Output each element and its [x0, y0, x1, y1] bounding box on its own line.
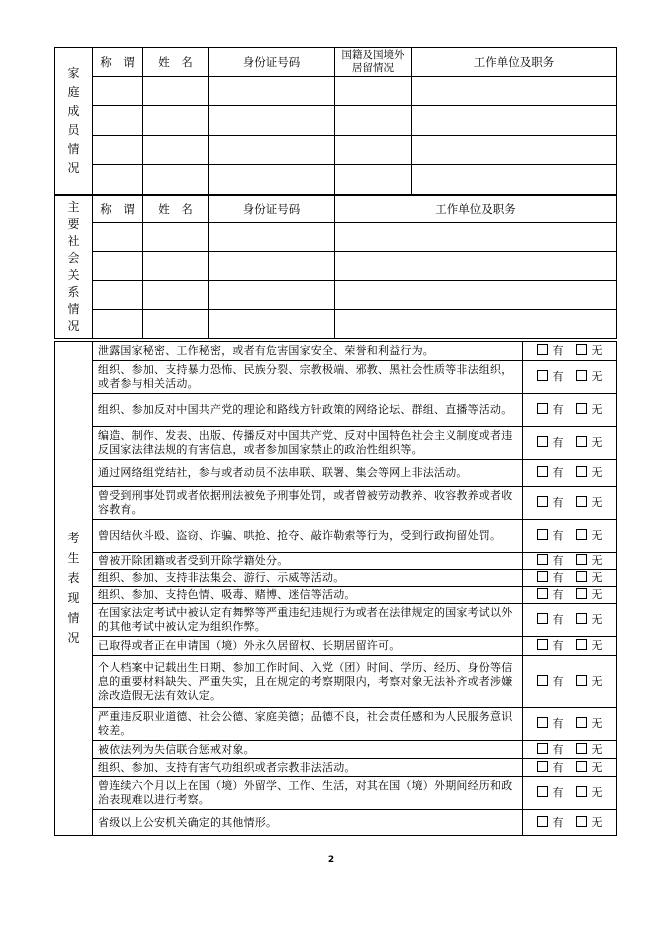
performance-row [55, 427, 617, 460]
entry-cell[interactable] [143, 310, 209, 339]
no-label: 无 [591, 613, 603, 626]
yes-no-options [523, 587, 617, 604]
entry-cell[interactable] [412, 136, 617, 165]
yes-label: 有 [552, 742, 564, 756]
no-label: 无 [591, 588, 603, 601]
no-label: 无 [591, 529, 603, 542]
table-row [55, 310, 617, 339]
yes-label: 有 [552, 815, 564, 829]
yes-label: 有 [552, 674, 564, 688]
performance-item-text: 曾连续六个月以上在国（境）外留学、工作、生活，对其在国（境）外期间经历和政治表现难以进行考察。 [93, 777, 523, 810]
entry-cell[interactable] [93, 77, 143, 106]
yes-checkbox[interactable] [537, 717, 548, 728]
header-title: 称 谓 [93, 196, 143, 223]
no-checkbox[interactable] [576, 786, 587, 797]
no-checkbox[interactable] [576, 816, 587, 827]
performance-item-text: 组织、参加、支持色情、吸毒、赌博、迷信等活动。 [93, 587, 523, 604]
performance-row [55, 637, 617, 656]
performance-row [55, 587, 617, 604]
header-nationality-residence: 国籍及国境外居留情况 [335, 48, 412, 77]
performance-item-text: 个人档案中记载出生日期、参加工作时间、入党（团）时间、学历、经历、身份等信息的重要材料缺失、严重失实，且在规定的考察期限内，考察对象无法补齐或者涉嫌涂改造假无法有效认定。 [93, 656, 523, 708]
page-number: 2 [327, 855, 335, 865]
yes-checkbox[interactable] [537, 613, 548, 624]
section-label-char: 生 [67, 551, 80, 565]
yes-label: 有 [552, 344, 564, 357]
yes-no-options [523, 637, 617, 656]
performance-row [55, 810, 617, 836]
performance-row [55, 570, 617, 587]
yes-no-options [523, 777, 617, 810]
table-row [55, 281, 617, 310]
performance-item-text: 曾因结伙斗殴、盗窃、诈骗、哄抢、抢夺、敲诈勒索等行为，受到行政拘留处罚。 [93, 520, 523, 553]
entry-cell[interactable] [93, 136, 143, 165]
yes-label: 有 [552, 786, 564, 799]
section-label-char: 会 [67, 251, 80, 265]
entry-cell[interactable] [412, 165, 617, 195]
yes-no-options [523, 394, 617, 427]
section-label-char: 家 [67, 66, 80, 80]
section-label-char: 系 [67, 285, 80, 299]
no-label: 无 [591, 571, 603, 584]
entry-cell[interactable] [143, 77, 209, 106]
yes-no-options [523, 741, 617, 759]
no-checkbox[interactable] [576, 639, 587, 650]
entry-cell[interactable] [412, 106, 617, 136]
yes-checkbox[interactable] [537, 496, 548, 507]
entry-cell[interactable] [93, 223, 143, 252]
header-title: 称 谓 [93, 48, 143, 77]
yes-checkbox[interactable] [537, 761, 548, 772]
yes-checkbox[interactable] [537, 529, 548, 540]
yes-no-options [523, 460, 617, 487]
yes-no-options [523, 342, 617, 361]
performance-item-text: 通过网络组党结社，参与或者动员不法串联、联署、集会等网上非法活动。 [93, 460, 523, 487]
entry-cell[interactable] [209, 165, 335, 195]
performance-row [55, 460, 617, 487]
no-label: 无 [591, 496, 603, 509]
entry-cell[interactable] [335, 165, 412, 195]
yes-no-options [523, 361, 617, 394]
entry-cell[interactable] [335, 281, 617, 310]
entry-cell[interactable] [209, 223, 335, 252]
table-row [55, 165, 617, 195]
yes-checkbox[interactable] [537, 675, 548, 686]
performance-row [55, 394, 617, 427]
performance-item-text: 组织、参加反对中国共产党的理论和路线方针政策的网络论坛、群组、直播等活动。 [93, 394, 523, 427]
header-id-number: 身份证号码 [209, 196, 335, 223]
table-row [55, 77, 617, 106]
candidate-performance-table [54, 341, 617, 836]
yes-checkbox[interactable] [537, 344, 548, 355]
performance-row [55, 553, 617, 570]
performance-row [55, 604, 617, 637]
section-label-char: 况 [67, 319, 80, 333]
performance-item-text: 组织、参加、支持有害气功组织或者宗教非法活动。 [93, 759, 523, 777]
social-relations-table [54, 195, 617, 339]
entry-cell[interactable] [209, 252, 335, 281]
performance-row [55, 777, 617, 810]
yes-label: 有 [552, 466, 564, 479]
no-checkbox[interactable] [576, 675, 587, 686]
no-label: 无 [591, 742, 603, 756]
no-label: 无 [591, 403, 603, 416]
no-checkbox[interactable] [576, 717, 587, 728]
performance-section-label [55, 342, 93, 836]
yes-label: 有 [552, 571, 564, 584]
no-label: 无 [591, 639, 603, 652]
yes-checkbox[interactable] [537, 571, 548, 582]
yes-no-options [523, 604, 617, 637]
yes-checkbox[interactable] [537, 436, 548, 447]
entry-cell[interactable] [335, 252, 617, 281]
yes-label: 有 [552, 529, 564, 542]
yes-no-options [523, 520, 617, 553]
performance-item-text: 曾受到刑事处罚或者依据刑法被免予刑事处罚，或者曾被劳动教养、收容教养或者收容教育。 [93, 487, 523, 520]
performance-item-text: 被依法列为失信联合惩戒对象。 [93, 741, 523, 759]
entry-cell[interactable] [143, 136, 209, 165]
entry-cell[interactable] [412, 77, 617, 106]
header-name: 姓 名 [143, 48, 209, 77]
performance-row [55, 759, 617, 777]
section-label-char: 要 [67, 217, 80, 231]
section-label-char: 考 [67, 531, 80, 545]
entry-cell[interactable] [335, 106, 412, 136]
no-checkbox[interactable] [576, 571, 587, 582]
section-label-char: 关 [67, 268, 80, 282]
section-label-char: 情 [67, 302, 80, 316]
table-row [55, 106, 617, 136]
entry-cell[interactable] [335, 310, 617, 339]
no-label: 无 [591, 436, 603, 449]
social-section-label [55, 196, 93, 339]
entry-cell[interactable] [335, 223, 617, 252]
section-label-char: 况 [67, 631, 80, 645]
yes-label: 有 [552, 588, 564, 601]
entry-cell[interactable] [209, 310, 335, 339]
entry-cell[interactable] [209, 136, 335, 165]
performance-item-text: 严重违反职业道德、社会公德、家庭美德；品德不良，社会责任感和为人民服务意识较差。 [93, 708, 523, 741]
no-checkbox[interactable] [576, 466, 587, 477]
yes-no-options [523, 759, 617, 777]
yes-label: 有 [552, 436, 564, 449]
yes-no-options [523, 810, 617, 836]
no-label: 无 [591, 760, 603, 774]
yes-label: 有 [552, 403, 564, 416]
yes-checkbox[interactable] [537, 588, 548, 599]
entry-cell[interactable] [335, 77, 412, 106]
performance-row [55, 342, 617, 361]
header-employer-position: 工作单位及职务 [412, 48, 617, 77]
table-row [55, 252, 617, 281]
no-label: 无 [591, 815, 603, 829]
no-checkbox[interactable] [576, 554, 587, 565]
table-row [55, 136, 617, 165]
entry-cell[interactable] [93, 281, 143, 310]
entry-cell[interactable] [93, 310, 143, 339]
table-row [55, 223, 617, 252]
yes-checkbox[interactable] [537, 554, 548, 565]
yes-checkbox[interactable] [537, 786, 548, 797]
performance-item-text: 曾被开除团籍或者受到开除学籍处分。 [93, 553, 523, 570]
no-checkbox[interactable] [576, 496, 587, 507]
entry-cell[interactable] [209, 77, 335, 106]
section-label-char: 情 [67, 611, 80, 625]
section-label-char: 庭 [67, 85, 80, 99]
no-checkbox[interactable] [576, 403, 587, 414]
performance-item-text: 组织、参加、支持暴力恐怖、民族分裂、宗教极端、邪教、黑社会性质等非法组织，或者参与相关活动。 [93, 361, 523, 394]
entry-cell[interactable] [93, 165, 143, 195]
no-checkbox[interactable] [576, 588, 587, 599]
yes-checkbox[interactable] [537, 403, 548, 414]
yes-no-options [523, 487, 617, 520]
family-members-table [54, 47, 617, 195]
no-checkbox[interactable] [576, 529, 587, 540]
no-label: 无 [591, 674, 603, 688]
yes-no-options [523, 570, 617, 587]
no-label: 无 [591, 466, 603, 479]
entry-cell[interactable] [143, 106, 209, 136]
header-employer-position: 工作单位及职务 [335, 196, 617, 223]
yes-label: 有 [552, 613, 564, 626]
yes-label: 有 [552, 760, 564, 774]
no-checkbox[interactable] [576, 613, 587, 624]
performance-row [55, 520, 617, 553]
entry-cell[interactable] [143, 165, 209, 195]
no-checkbox[interactable] [576, 344, 587, 355]
performance-item-text: 泄露国家秘密、工作秘密，或者有危害国家安全、荣誉和利益行为。 [93, 342, 523, 361]
yes-checkbox[interactable] [537, 370, 548, 381]
entry-cell[interactable] [143, 252, 209, 281]
family-section-label [55, 48, 93, 195]
no-checkbox[interactable] [576, 743, 587, 754]
section-label-char: 现 [67, 591, 80, 605]
header-name: 姓 名 [143, 196, 209, 223]
yes-label: 有 [552, 370, 564, 383]
performance-item-text: 组织、参加、支持非法集会、游行、示威等活动。 [93, 570, 523, 587]
section-label-char: 员 [67, 123, 80, 137]
entry-cell[interactable] [335, 136, 412, 165]
header-id-number: 身份证号码 [209, 48, 335, 77]
no-label: 无 [591, 344, 603, 357]
yes-checkbox[interactable] [537, 743, 548, 754]
section-label-char: 情 [67, 142, 80, 156]
yes-no-options [523, 708, 617, 741]
yes-no-options [523, 656, 617, 708]
yes-checkbox[interactable] [537, 466, 548, 477]
performance-row [55, 708, 617, 741]
no-checkbox[interactable] [576, 370, 587, 381]
entry-cell[interactable] [209, 281, 335, 310]
performance-item-text: 已取得或者正在申请国（境）外永久居留权、长期居留许可。 [93, 637, 523, 656]
yes-checkbox[interactable] [537, 639, 548, 650]
performance-row [55, 487, 617, 520]
no-label: 无 [591, 717, 603, 730]
yes-no-options [523, 427, 617, 460]
no-label: 无 [591, 786, 603, 799]
section-label-char: 成 [67, 104, 80, 118]
yes-label: 有 [552, 554, 564, 567]
entry-cell[interactable] [93, 106, 143, 136]
no-checkbox[interactable] [576, 761, 587, 772]
entry-cell[interactable] [143, 223, 209, 252]
yes-label: 有 [552, 639, 564, 652]
performance-item-text: 在国家法定考试中被认定有舞弊等严重违纪违规行为或者在法律规定的国家考试以外的其他考试中被认定为组织作弊。 [93, 604, 523, 637]
performance-row [55, 361, 617, 394]
entry-cell[interactable] [209, 106, 335, 136]
entry-cell[interactable] [93, 252, 143, 281]
entry-cell[interactable] [143, 281, 209, 310]
section-label-char: 主 [67, 200, 80, 214]
performance-item-text: 编造、制作、发表、出版、传播反对中国共产党、反对中国特色社会主义制度或者违反国家法律法规的有害信息，或者参加国家禁止的政治性组织等。 [93, 427, 523, 460]
no-checkbox[interactable] [576, 436, 587, 447]
section-label-char: 表 [67, 571, 80, 585]
no-label: 无 [591, 554, 603, 567]
performance-row [55, 656, 617, 708]
yes-checkbox[interactable] [537, 816, 548, 827]
yes-no-options [523, 553, 617, 570]
performance-item-text: 省级以上公安机关确定的其他情形。 [93, 810, 523, 836]
no-label: 无 [591, 370, 603, 383]
section-label-char: 况 [67, 161, 80, 175]
performance-row [55, 741, 617, 759]
yes-label: 有 [552, 717, 564, 730]
section-label-char: 社 [67, 234, 80, 248]
yes-label: 有 [552, 496, 564, 509]
